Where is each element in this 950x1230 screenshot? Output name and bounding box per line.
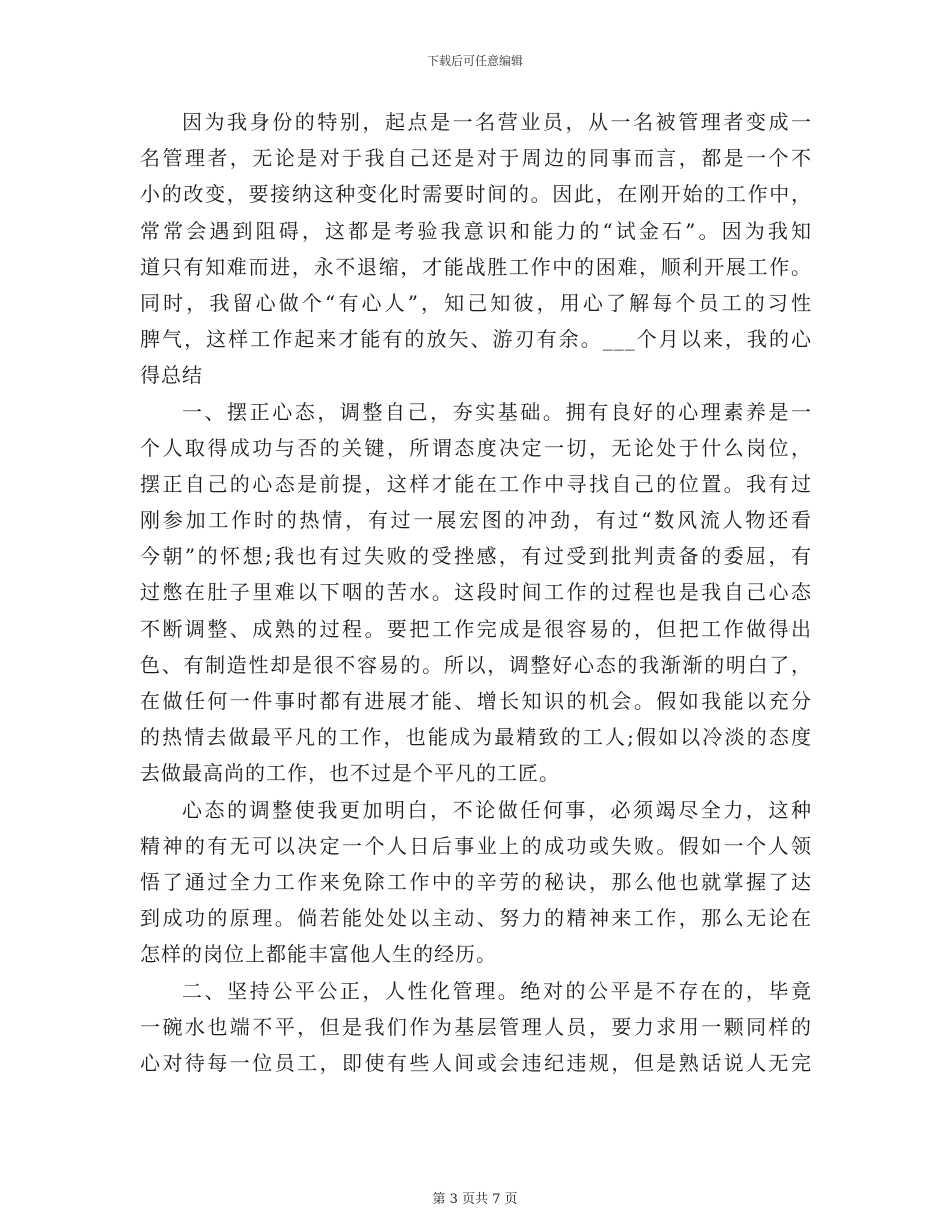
text-line: 过憋在肚子里难以下咽的苦水。这段时间工作的过程也是我自己心态 bbox=[140, 580, 812, 605]
text-line: 心态的调整使我更加明白，不论做任何事，必须竭尽全力，这种 bbox=[182, 797, 812, 822]
text-line: 摆正自己的心态是前提，这样才能在工作中寻找自己的位置。我有过 bbox=[140, 471, 812, 496]
text-line: 不断调整、成熟的过程。要把工作完成是很容易的，但把工作做得出 bbox=[140, 616, 812, 641]
text-line: 名管理者，无论是对于我自己还是对于周边的同事而言，都是一个不 bbox=[140, 146, 812, 171]
text-line: 脾气，这样工作起来才能有的放矢、游刃有余。___个月以来，我的心 bbox=[140, 327, 812, 352]
text-line: 去做最高尚的工作，也不过是个平凡的工匠。 bbox=[140, 761, 560, 786]
text-line: 精神的有无可以决定一个人日后事业上的成功或失败。假如一个人领 bbox=[140, 833, 812, 858]
text-line: 得总结 bbox=[140, 363, 203, 388]
text-line: 个人取得成功与否的关键，所谓态度决定一切，无论处于什么岗位， bbox=[140, 435, 812, 460]
text-line: 因为我身份的特别，起点是一名营业员，从一名被管理者变成一 bbox=[182, 110, 812, 134]
document-body bbox=[140, 104, 812, 1081]
text-line: 常常会遇到阻碍，这都是考验我意识和能力的“试金石”。因为我知 bbox=[140, 218, 812, 243]
text-line: 在做任何一件事时都有进展才能、增长知识的机会。假如我能以充分 bbox=[140, 689, 812, 713]
text-line: 道只有知难而进，永不退缩，才能战胜工作中的困难，顺利开展工作。 bbox=[140, 254, 812, 279]
page-number: 第 3 页共 7 页 bbox=[432, 1192, 518, 1207]
text-line: 同时，我留心做个“有心人”，知己知彼，用心了解每个员工的习性 bbox=[140, 290, 812, 315]
paragraph-intro bbox=[140, 104, 812, 394]
page-header: 下载后可任意编辑 bbox=[426, 54, 523, 68]
text-line: 二、坚持公平公正，人性化管理。绝对的公平是不存在的，毕竟 bbox=[182, 978, 812, 1003]
text-line: 刚参加工作时的热情，有过一展宏图的冲劲，有过“数风流人物还看 bbox=[140, 508, 812, 533]
text-line: 怎样的岗位上都能丰富他人生的经历。 bbox=[140, 942, 497, 967]
paragraph-mindset bbox=[140, 792, 812, 973]
paragraph-section-one bbox=[140, 394, 812, 792]
text-line: 心对待每一位员工，即使有些人间或会违纪违规，但是熟话说人无完 bbox=[140, 1050, 812, 1075]
text-line: 一、摆正心态，调整自己，夯实基础。拥有良好的心理素养是一 bbox=[182, 399, 812, 424]
text-line: 一碗水也端不平，但是我们作为基层管理人员，要力求用一颗同样的 bbox=[140, 1014, 812, 1039]
paragraph-section-two bbox=[140, 973, 812, 1082]
text-line: 色、有制造性却是很不容易的。所以，调整好心态的我渐渐的明白了， bbox=[140, 652, 812, 677]
text-line: 悟了通过全力工作来免除工作中的辛劳的秘诀，那么他也就掌握了达 bbox=[140, 869, 812, 894]
text-line: 小的改变，要接纳这种变化时需要时间的。因此，在刚开始的工作中， bbox=[140, 182, 812, 207]
text-line: 的热情去做最平凡的工作，也能成为最精致的工人;假如以冷淡的态度 bbox=[140, 725, 812, 750]
text-line: 到成功的原理。倘若能处处以主动、努力的精神来工作，那么无论在 bbox=[140, 906, 812, 931]
text-line: 今朝”的怀想;我也有过失败的受挫感，有过受到批判责备的委屈，有 bbox=[140, 544, 812, 569]
